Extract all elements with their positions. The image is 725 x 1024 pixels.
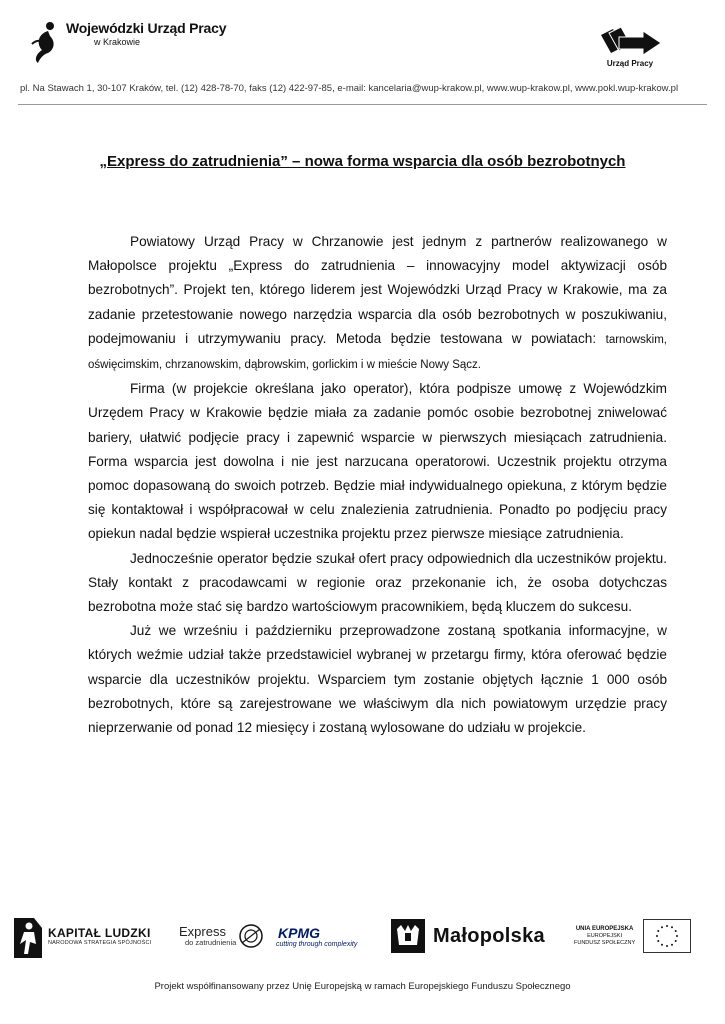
kapital-ludzki-title: KAPITAŁ LUDZKI [48,926,151,940]
eu-line-3: FUNDUSZ SPOŁECZNY [574,939,636,946]
document-title: „Express do zatrudnienia” – nowa forma wsparcia dla osób bezrobotnych [99,153,626,170]
malopolska-title: Małopolska [433,924,545,947]
paragraph-4: Już we wrześniu i październiku przeprowadzone zostaną spotkania informacyjne, w których weźmie udział także przedstawiciel wybranej w przetargu firmy, która oferować będzie wsparcie dla uczestników projektu. Wsparciem tym zostanie objętych łącznie 1 000 osób bezrobotnych, które są zarejestrowane we właściwym dla nich powiatowym urzędzie pracy nieprzerwanie od ponad 12 miesięcy i zostaną wylosowane do udziału w projekcie. [88,623,667,736]
kpmg-logo [276,912,357,960]
contact-address: pl. Na Stawach 1, 30-107 Kraków, tel. (12) 428-78-70, faks (12) 422-97-85, e-mail: kancelaria@wup-krakow.pl, www.wup-krakow.pl, www.pokl.wup-krakow.pl [20,83,679,94]
express-title: Express [179,924,226,939]
paragraph-1 [88,230,667,377]
eu-line-1: UNIA EUROPEJSKA [575,925,634,932]
express-wheel-icon [238,923,264,949]
express-subtitle: do zatrudnienia [185,938,237,947]
malopolska-logo [391,912,545,960]
urzad-pracy-logo [595,25,665,73]
express-logo [179,912,264,960]
malopolska-emblem-icon [391,919,425,953]
document-body [88,230,667,740]
paragraph-1-districts: tarnowskim, oświęcimskim, chrzanowskim, dąbrowskim, gorlickim i w mieście Nowy Sącz. [88,333,667,372]
paragraph-2: Firma (w projekcie określana jako operator), która podpisze umowę z Wojewódzkim Urzędem Pracy w Krakowie będzie miała za zadanie pomóc osobie bezrobotnej zniwelować bariery, ułatwić podjęcie pracy i zapewnić wsparcie w pierwszych miesiącach zatrudnienia. Forma wsparcia jest dowolna i nie jest narzucana operatorowi. Uczestnik projektu otrzyma pomoc dopasowaną do swoich potrzeb. Będzie miał indywidualnego opiekuna, z którym będzie się kontaktował i współpracował w celu znalezienia zatrudnienia. Ponadto po podjęciu pracy opiekun nadal będzie wspierał uczestnika projektu przez pierwsze miesiące zatrudnienia. [88,381,667,542]
eu-flag-icon [643,919,691,953]
kpmg-subtitle: cutting through complexity [276,940,358,948]
wup-header-logo [30,20,226,64]
footer-logos [14,912,705,962]
paragraph-3: Jednocześnie operator będzie szukał ofert pracy odpowiednich dla uczestników projektu. Stały kontakt z pracodawcami w regionie oraz przekonanie ich, że osoba dotychczas bezrobotna może stać się bardzo wartościowym pracownikiem, będą kluczem do sukcesu. [88,550,667,615]
eu-line-2: EUROPEJSKI [587,932,622,939]
header-divider [18,104,707,105]
urzad-pracy-caption: Urząd Pracy [606,59,654,68]
arrow-cards-icon [597,25,663,61]
paragraph-1-main: Powiatowy Urząd Pracy w Chrzanowie jest jednym z partnerów realizowanego w Małopolsce projektu „Express do zatrudnienia – innowacyjny model aktywizacji osób bezrobotnych”. Projekt ten, którego liderem jest Wojewódzki Urząd Pracy w Krakowie, ma za zadanie przetestowanie nowego narzędzia wsparcia dla osób bezrobotnych w poszukiwaniu, podejmowaniu i utrzymywaniu pracy. Metoda będzie testowana w powiatach: [88,234,667,346]
eu-logo [574,912,691,960]
kpmg-title: KPMG [278,924,320,941]
org-subtitle: w Krakowie [94,37,141,47]
wup-logo-icon [30,20,60,64]
kapital-ludzki-subtitle: NARODOWA STRATEGIA SPÓJNOŚCI [48,940,152,946]
kapital-ludzki-icon [14,914,42,958]
org-title: Wojewódzki Urząd Pracy [66,20,227,36]
cofinancing-note: Projekt współfinansowany przez Unię Europejską w ramach Europejskiego Funduszu Społecznego [154,981,571,992]
kapital-ludzki-logo [14,912,151,960]
